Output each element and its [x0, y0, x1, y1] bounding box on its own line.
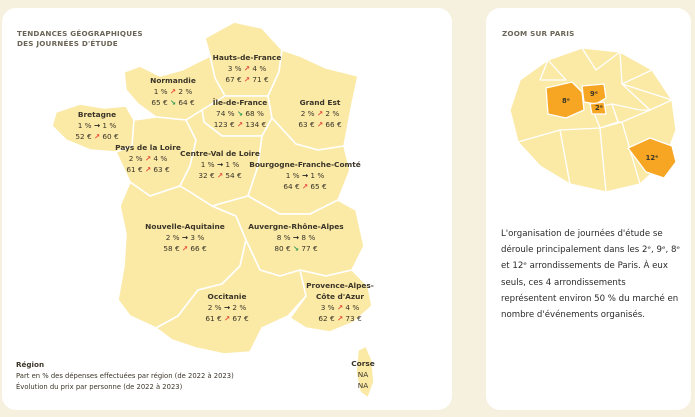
trend-flat-icon: →: [292, 233, 300, 242]
trend-up-icon: ↗: [316, 109, 324, 118]
trend-down-icon: ↘: [292, 244, 300, 253]
trend-flat-icon: →: [181, 233, 189, 242]
trend-up-icon: ↗: [336, 303, 344, 312]
label-8e: 8ᵉ: [562, 97, 570, 105]
trend-up-icon: ↗: [216, 171, 224, 180]
map-title: TENDANCES GÉOGRAPHIQUES DES JOURNÉES D'ÉTUDE: [17, 29, 143, 48]
trend-up-icon: ↗: [169, 87, 177, 96]
paris-description: L'organisation de journées d'étude se déroule principalement dans les 2ᵉ, 9ᵉ, 8ᵉ et 12ᵉ arrondissements de Paris. À eux seuls, ces 4 arrondissements représentent environ 50 % du marché en nombre d'événements organisés.: [501, 229, 681, 321]
region-bourgogne-franche-comte: Bourgogne-Franche-Comté 1 % → 1 % 64 € ↗ 65 €: [249, 160, 361, 191]
region-pays-de-la-loire: Pays de la Loire 2 % ↗ 4 % 61 € ↗ 63 €: [115, 143, 181, 174]
legend-title: Région: [16, 360, 45, 369]
region-grand-est: Grand Est 2 % ↗ 2 % 63 € ↗ 66 €: [298, 98, 342, 129]
trend-flat-icon: →: [216, 160, 224, 169]
paris-title: ZOOM SUR PARIS: [502, 29, 575, 38]
trend-flat-icon: →: [223, 303, 231, 312]
trend-up-icon: ↗: [144, 154, 152, 163]
legend-price: Évolution du prix par personne (de 2022 à 2023): [16, 383, 183, 391]
trend-up-icon: ↗: [243, 75, 251, 84]
label-2e: 2ᵉ: [595, 104, 603, 112]
trend-up-icon: ↗: [243, 64, 251, 73]
trend-up-icon: ↗: [144, 165, 152, 174]
trend-up-icon: ↗: [236, 120, 244, 129]
trend-up-icon: ↗: [301, 182, 309, 191]
trend-down-icon: ↘: [169, 98, 177, 107]
trend-down-icon: ↘: [236, 109, 244, 118]
trend-up-icon: ↗: [316, 120, 324, 129]
region-ile-de-france: Île-de-France 74 % ↘ 68 % 123 € ↗ 134 €: [212, 98, 268, 129]
region-nouvelle-aquitaine: Nouvelle-Aquitaine 2 % → 3 % 58 € ↗ 66 €: [145, 222, 225, 253]
trend-up-icon: ↗: [223, 314, 231, 323]
trend-flat-icon: →: [301, 171, 309, 180]
trend-flat-icon: →: [93, 121, 101, 130]
region-normandie: Normandie 1 % ↗ 2 % 65 € ↘ 64 €: [150, 76, 196, 107]
region-corse: Corse NA NA: [351, 359, 375, 390]
region-occitanie: Occitanie 2 % → 2 % 61 € ↗ 67 €: [205, 292, 249, 323]
trend-up-icon: ↗: [93, 132, 101, 141]
region-provence-alpes-cote-d-azur: Provence-Alpes- Côte d'Azur 3 % ↗ 4 % 62 € ↗ 73 €: [306, 281, 374, 323]
region-auvergne-rhone-alpes: Auvergne-Rhône-Alpes 8 % → 8 % 80 € ↘ 77 €: [248, 222, 344, 253]
legend-share: Part en % des dépenses effectuées par région (de 2022 à 2023): [16, 372, 234, 380]
region-bretagne: Bretagne 1 % → 1 % 52 € ↗ 60 €: [75, 110, 119, 141]
label-9e: 9ᵉ: [590, 90, 598, 98]
region-hauts-de-france: Hauts-de-France 3 % ↗ 4 % 67 € ↗ 71 €: [212, 53, 282, 84]
label-12e: 12ᵉ: [645, 154, 659, 162]
trend-up-icon: ↗: [181, 244, 189, 253]
region-centre-val-de-loire: Centre-Val de Loire 1 % → 1 % 32 € ↗ 54 €: [180, 149, 260, 180]
trend-up-icon: ↗: [336, 314, 344, 323]
